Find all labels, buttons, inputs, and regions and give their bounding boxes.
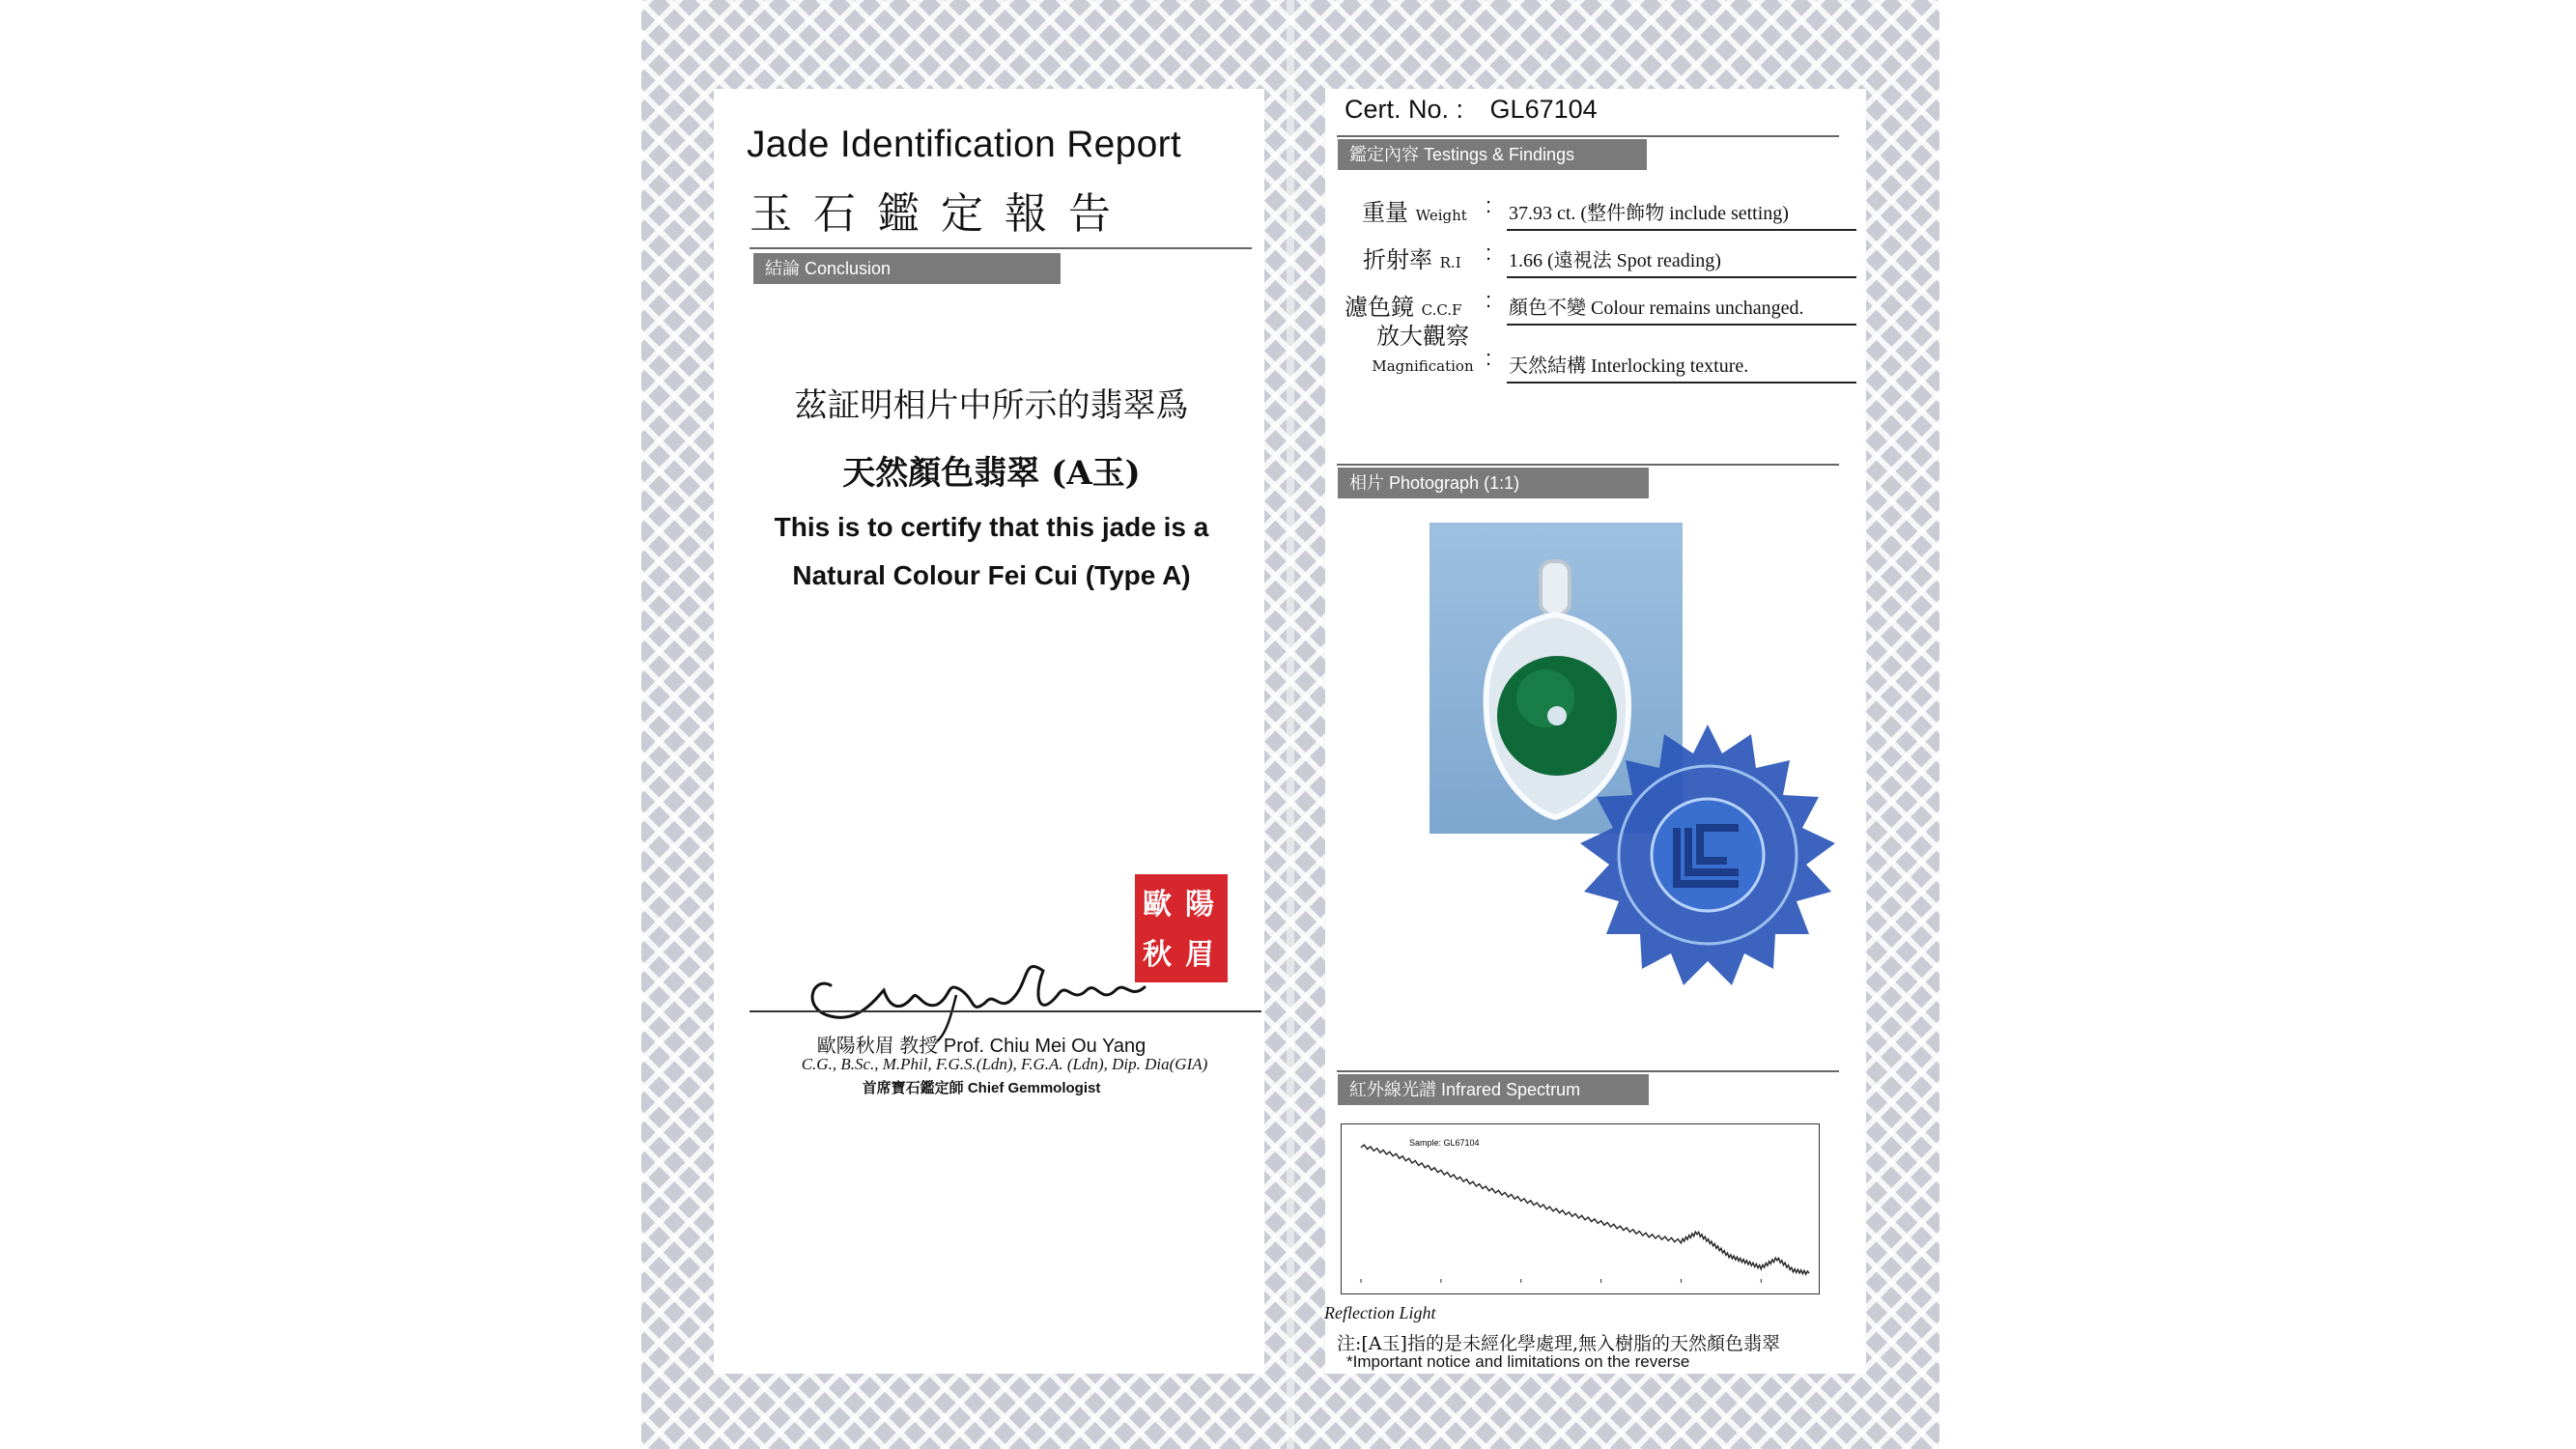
red-seal: 歐 陽 秋 眉 (1135, 874, 1228, 982)
reflection-label: Reflection Light (1324, 1303, 1436, 1322)
finding-colon: : (1486, 288, 1492, 312)
finding-weight-value: 37.93 ct. (整件飾物 include setting) (1507, 197, 1856, 231)
finding-colon: : (1486, 346, 1492, 370)
photo-rule (1337, 464, 1839, 466)
statement-zh-line2: 天然顏色翡翠 (A玉) (842, 454, 1141, 493)
finding-colon: : (1486, 193, 1492, 217)
report-title-zh: 玉石鑑定報告 (750, 189, 1132, 239)
finding-ri-value: 1.66 (遠視法 Spot reading) (1507, 244, 1856, 278)
cert-number (1345, 95, 1598, 125)
spectrum-plot (1342, 1124, 1819, 1293)
spectrum-series-line (1361, 1145, 1809, 1274)
cert-number-label: Cert. No. : (1345, 95, 1464, 124)
finding-magnification-label: 放大觀察 Magnification (1372, 323, 1474, 375)
cert-number-value: GL67104 (1489, 95, 1598, 124)
finding-ri-label: 折射率 R.I (1363, 246, 1461, 273)
report-title-en: Jade Identification Report (747, 124, 1182, 165)
center-fold (1287, 0, 1294, 1449)
signature-icon (792, 937, 1198, 1043)
spectrum-label: 紅外線光譜 Infrared Spectrum (1338, 1074, 1649, 1105)
statement-en-line2: Natural Colour Fei Cui (Type A) (792, 560, 1191, 590)
cert-rule (1337, 135, 1839, 137)
finding-ccf-value: 顏色不變 Colour remains unchanged. (1507, 292, 1856, 326)
finding-colon: : (1486, 241, 1492, 265)
statement-en-line1: This is to certify that this jade is a (774, 512, 1209, 542)
statement-zh-line1: 茲証明相片中所示的翡翠爲 (794, 386, 1189, 425)
spectrum-sample-label: Sample: GL67104 (1409, 1138, 1480, 1148)
finding-magnification-value: 天然結構 Interlocking texture. (1507, 350, 1856, 384)
signatory-name: 歐陽秋眉 教授 Prof. Chiu Mei Ou Yang (816, 1036, 1146, 1057)
signature-rule (750, 1010, 1261, 1012)
title-rule (750, 247, 1252, 249)
spectrum-rule (1337, 1070, 1839, 1072)
lab-stamp-icon (1572, 720, 1843, 990)
spectrum-chart (1341, 1123, 1820, 1294)
photo-label: 相片 Photograph (1:1) (1338, 468, 1649, 498)
finding-ccf-label: 濾色鏡 C.C.F (1345, 294, 1462, 321)
testing-label: 鑑定內容 Testings & Findings (1338, 139, 1647, 170)
note-en: *Important notice and limitations on the reverse (1346, 1352, 1690, 1371)
note-zh: 注:[A玉]指的是未經化學處理,無入樹脂的天然顏色翡翠 (1337, 1333, 1780, 1354)
finding-weight-label: 重量 Weight (1362, 199, 1467, 226)
conclusion-label: 結論 Conclusion (753, 253, 1061, 284)
signatory-credentials: C.G., B.Sc., M.Phil, F.G.S.(Ldn), F.G.A. (Ldn), Dip. Dia(GIA) (801, 1055, 1208, 1073)
signatory-title: 首席寶石鑑定師 Chief Gemmologist (862, 1080, 1101, 1096)
